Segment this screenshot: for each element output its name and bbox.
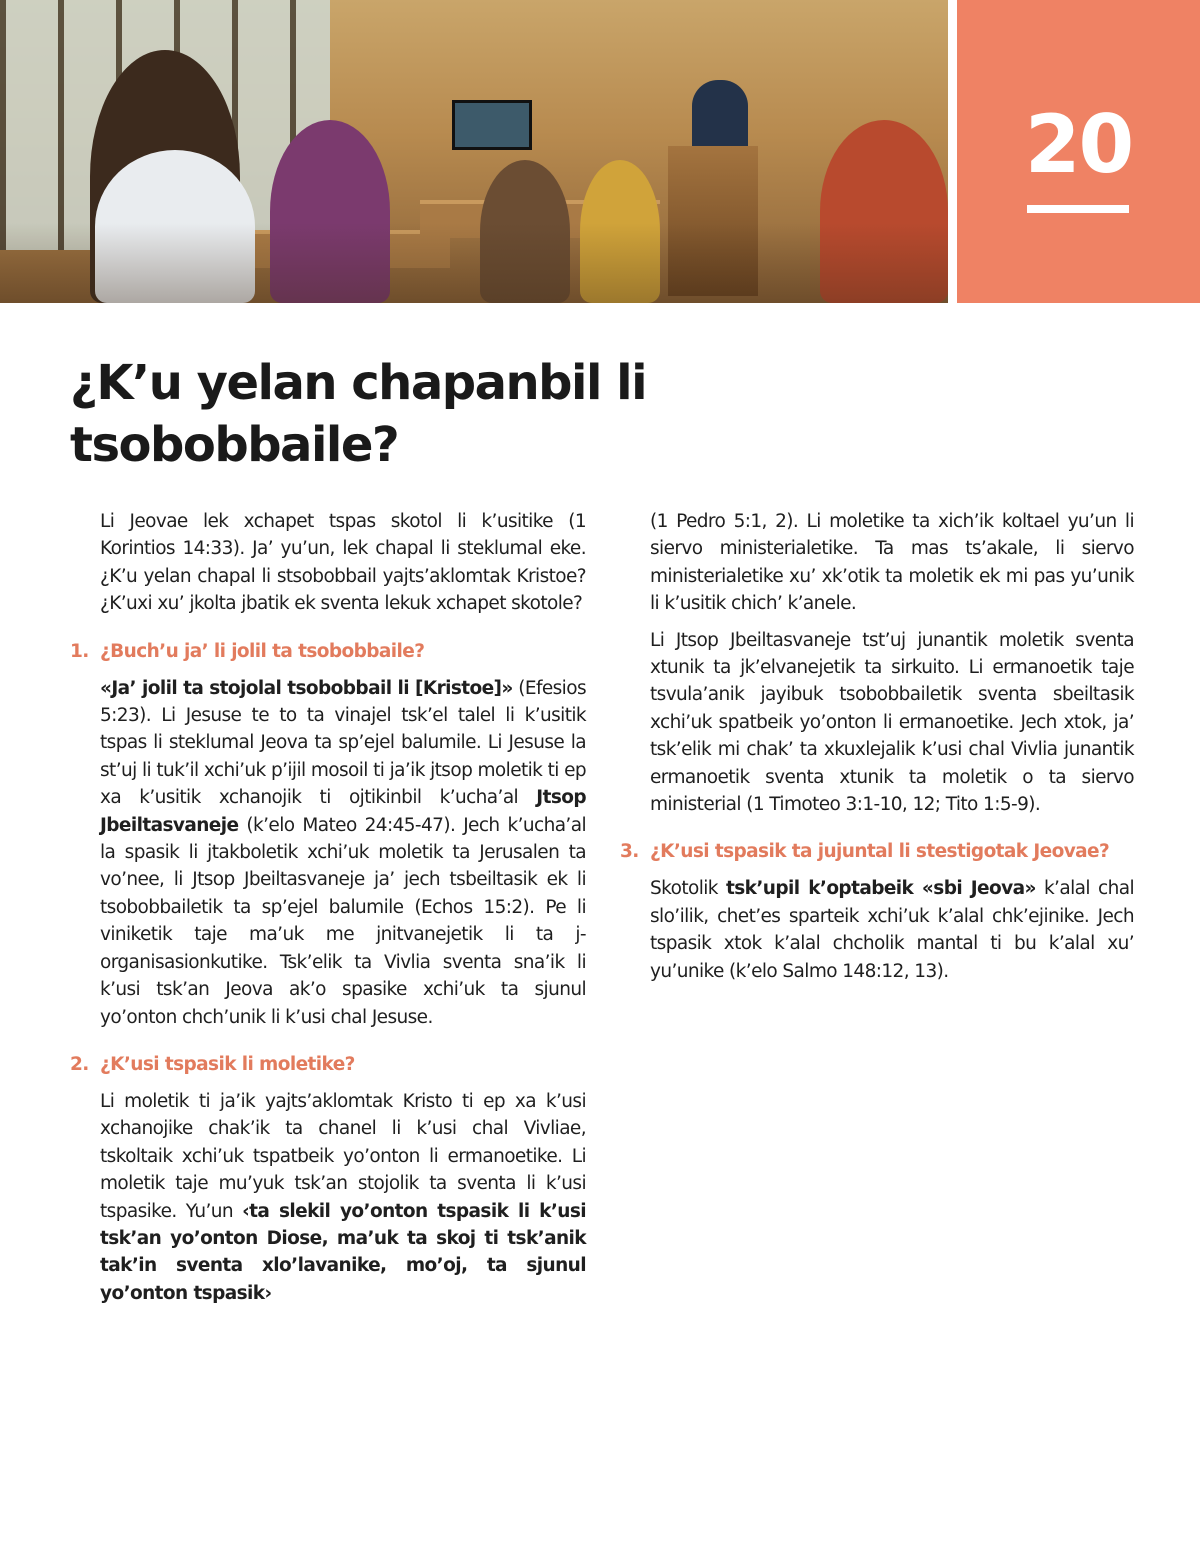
answer-paragraph — [100, 1088, 586, 1307]
chapter-number: 20 — [1024, 98, 1133, 191]
header-photo-congregation-meeting — [0, 0, 948, 303]
answer-paragraph — [100, 675, 586, 1031]
answer-paragraph-continued: (1 Pedro 5:1, 2). Li moletike ta xich’ik koltael yu’un li siervo ministerialetike. Ta mas ts’akale, li siervo ministerialetike xu’ xk’otik ta moletik ek mi pas yu’unik li k’usitik chich’ k’anele. — [650, 511, 1134, 615]
tv-screen — [452, 100, 532, 150]
answer-paragraph — [650, 875, 1134, 985]
right-column — [620, 508, 1134, 994]
bold-phrase: Jtsop Jbeiltasvaneje — [100, 787, 586, 836]
question-text: ¿Buch’u ja’ li jolil ta tsobobbaile? — [100, 640, 425, 662]
chapter-number-box — [957, 0, 1200, 303]
page-title: ¿K’u yelan chapanbil li tsobobbaile? — [70, 355, 647, 473]
question-text: ¿K’usi tspasik ta jujuntal li stestigotak Jeovae? — [650, 841, 1110, 863]
left-column — [70, 508, 586, 1316]
answer-paragraph: Li Jtsop Jbeiltasvaneje tst’uj junantik moletik sventa xtunik ta jk’elvanejetik ta sirkuito. Li ermanoetik taje tsvula’anik jayibuk tsobobbailetik sventa sbeiltasik xchi’uk spatbeik yo’onton li ermanoetike. Jech xtok, ja’ tsk’elik mi chak’ ta xkuxlejalik k’usi chal Vivlia junantik ermanoetik sventa xtunik ta moletik o ta siervo ministerial (1 Timoteo 3:1-10, 12; Tito 1:5-9). — [650, 629, 1134, 816]
intro-paragraph: Li Jeovae lek xchapet tspas skotol li k’usitike (1 Korintios 14:33). Ja’ yu’un, lek chapal li steklumal eke. ¿K’u yelan chapal li stsobobbail yajts’aklomtak Kristoe? ¿K’uxi xu’ jkolta jbatik ek sventa lekuk xchapet skotole? — [100, 511, 586, 615]
question-1 — [70, 638, 586, 665]
bold-phrase: tsk’upil k’optabeik «sbi Jeova» — [726, 878, 1036, 900]
body-text: Skotolik — [650, 878, 727, 900]
body-text: k’alal chal slo’ilik, chet’es sparteik xchi’uk k’alal chk’ejinike. Jech tspasik xtok k’alal chcholik mantal ti bu k’alal xu’ yu’unike (k’elo Salmo 148:12, 13). — [650, 878, 1134, 982]
body-text: (k’elo Mateo 24:45-47). Jech k’ucha’al la spasik li jtakboletik xchi’uk moletik ta Jerusalen ta vo’nee, li Jtsop Jbeiltasvaneje ja’ jech tsbeiltasik ek li tsobobbailetik ta sp’ejel balumile (Echos 15:2). Pe li viniketik taje ma’uk me jnitvanejetik li ta j-organisasionkutike. Tsk’elik ta Vivlia sventa sna’ik li k’usi tsk’an Jeova ak’o spasike xchi’uk ta sjunul yo’onton chch’unik li k’usi chal Jesuse. — [100, 814, 586, 1028]
question-2 — [70, 1051, 586, 1078]
chapter-number-underline — [1027, 205, 1129, 213]
question-number: 2. — [70, 1053, 89, 1075]
question-number: 3. — [620, 841, 639, 863]
body-text: Li moletik ti ja’ik yajts’aklomtak Kristo ti ep xa k’usi xchanojike chak’ik ta chanel li k’usi chal Vivliae, tskoltaik xchi’uk tspatbeik yo’onton li ermanoetike. Li moletik taje mu’yuk tsk’an stojolik ta sventa li k’usi tspasike. Yu’un — [100, 1090, 586, 1222]
bold-phrase: «Ja’ jolil ta stojolal tsobobbail li [Kristoe]» — [100, 677, 513, 699]
photo-shade — [0, 223, 948, 303]
question-text: ¿K’usi tspasik li moletike? — [100, 1053, 355, 1075]
bold-phrase: ‹ta slekil yo’onton tspasik li k’usi tsk’an yo’onton Diose, ma’uk ta skoj ti tsk’anik tak’in sventa xlo’lavanike, mo’oj, ta sjunul yo’onton tspasik› — [100, 1200, 586, 1304]
question-number: 1. — [70, 640, 89, 662]
question-3 — [620, 838, 1134, 865]
body-text: (Efesios 5:23). Li Jesuse te to ta vinajel tsk’el talel li k’usitik tspas li steklumal Jeova ta sp’ejel balumile. Li Jesuse la st’uj li tuk’il xchi’uk p’ijil mosoil ti ja’ik jtsop moletik ti ep xa k’usitik xchanojik ti ojtikinbil k’ucha’al — [100, 677, 586, 809]
